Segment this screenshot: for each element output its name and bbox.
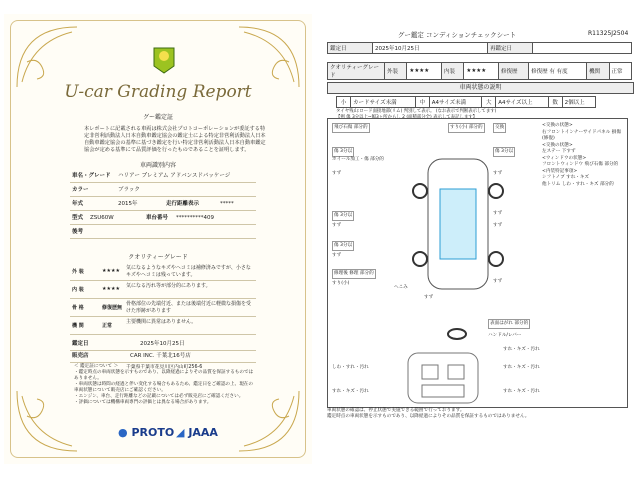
damage-label: すれ・キズ・汚れ [503, 347, 540, 352]
row-value: **********409 [176, 215, 214, 221]
damage-label: すれ・キズ・汚れ [503, 389, 540, 394]
grade-label: 内 装 [72, 287, 84, 293]
row-label: 型式 [72, 215, 84, 221]
remark-line: 右フロントインナーサイドパネル 損傷 [542, 129, 621, 135]
damage-label: 傷 3分以 [332, 211, 354, 221]
reinspect-date [533, 43, 632, 54]
note-item: ・鑑定時点の車両状態を示すものであり、以降経過によりその品質を保証するものではありません。 [74, 370, 254, 381]
inspection-date-label: 鑑定日 [328, 43, 373, 54]
inspection-date: 2025年10月25日 [373, 43, 488, 54]
vehicle-heading: 車両識別内容 [139, 162, 176, 169]
inspection-date-table [327, 42, 632, 54]
sheet-footer [327, 408, 626, 420]
damage-label: 傷 3分以 [332, 241, 354, 251]
certificate-subtitle: グー鑑定証 [142, 114, 173, 121]
grade-label: 骨 格 [72, 305, 84, 311]
vehicle-row [70, 184, 256, 197]
size-cell: 中 [415, 97, 429, 108]
certificate-title: U-car Grading Report [64, 82, 252, 102]
remark-line: シフトノブ すれ・キズ [542, 175, 590, 180]
grade-desc: 気になる汚れ等が部分的にあります。 [126, 283, 211, 289]
damage-label: 飛び石傷 部分的 [332, 123, 370, 133]
grade-stars: 正常 [102, 323, 113, 329]
size-cell: A4サイズ以上 [496, 97, 548, 108]
footer-line: 鑑定時点の車両状態を示すものであり、以降経過によりその品質を保証するものではありません。 [327, 414, 530, 419]
size-legend-table [336, 96, 596, 108]
grade-stars: 修復歴無 [102, 305, 123, 311]
grade-row [70, 282, 256, 299]
reinspect-label: 再鑑定日 [488, 43, 533, 54]
quality-cell-label: 内装 [442, 63, 464, 80]
quality-cell-label: 修復歴 [499, 63, 529, 80]
row-value: CAR INC. 千葉北16号店 [130, 353, 191, 359]
size-cell: 大 [482, 97, 496, 108]
grade-label: 外 装 [72, 269, 84, 275]
car-interior-icon [388, 349, 498, 405]
vehicle-diagram [327, 118, 628, 408]
remark-line: 左ステー 下すず [542, 149, 576, 154]
grade-heading: クオリティーグレード [128, 254, 188, 261]
quality-cell-label: 外装 [385, 63, 407, 80]
size-cell: 2個以上 [562, 97, 595, 108]
grade-desc: 気になるようなキズやヘコミは補修済みですが、小さなキズやヘコミは残っています。 [126, 265, 251, 278]
damage-label: しわ・すれ・汚れ [332, 365, 369, 370]
grade-desc: 主要機関に異常はありません。 [126, 319, 197, 325]
damage-label: ハンドル/レバー [488, 333, 522, 338]
quality-cell-value: ★★★★ [407, 63, 442, 80]
damage-label: すず [493, 223, 503, 228]
row-label: 車台番号 [146, 215, 169, 221]
notes-heading: ＜ 鑑定証について ＞ [74, 364, 119, 369]
remark-line: (修復) [542, 136, 555, 141]
damage-label: すず [332, 253, 342, 258]
damage-label: すず [493, 211, 503, 216]
size-cell: 数 [548, 97, 562, 108]
damage-label: すず [424, 295, 434, 300]
certificate-notes [74, 364, 254, 406]
damage-label: 交換 [493, 123, 506, 133]
grade-stars: ★★★★ [102, 268, 120, 274]
remark-line: フロントウィンドウ 飛び石傷 部分的 [542, 162, 619, 167]
footer-line: 車両状態の確認は、停止状態で実施できる範囲で行っております。 [327, 408, 465, 413]
note-item: ・車両状態は時間の経過と伴い変化する場合もあるため、鑑定日をご確認の上、現在の車両状態について販売店にご確認ください。 [74, 382, 253, 393]
damage-label: すず [493, 171, 503, 176]
row-label: 販売店 [72, 353, 89, 359]
remark-line: <ウィンドウの状態> [542, 155, 587, 161]
damage-label: 表面はがれ 部分的 [488, 319, 530, 329]
row-value: 2015年 [118, 201, 138, 207]
jaaa-logo: ◢ JAAA [176, 426, 218, 439]
damage-label: すれ・キズ・汚れ [503, 365, 540, 370]
damage-label: 傷 3分以 [493, 147, 515, 157]
vehicle-row [70, 226, 256, 239]
damage-label: すず [332, 171, 342, 176]
quality-cell-value: 正常 [609, 63, 631, 80]
damage-label: ホイール加工・傷 部分的 [332, 157, 384, 162]
jaaa-logo-text: JAAA [188, 426, 218, 439]
vehicle-row [70, 198, 256, 211]
quality-label: クオリティーグレード [328, 63, 385, 80]
remark-line: <内装特記事項> [542, 168, 578, 174]
goo-badge-icon [151, 46, 177, 74]
ornament-bottom-left [12, 386, 82, 456]
row-label: カラー [72, 187, 89, 193]
damage-label: すり(小) 部分的 [448, 123, 485, 133]
damage-label: 傷 3分以 [332, 147, 354, 157]
size-cell: カードサイズ未満 [351, 97, 416, 108]
remark-line: 他トリム しわ・すれ・キズ 部分的 [542, 181, 614, 187]
grading-certificate [4, 14, 312, 464]
note-item: ・評価については機構車両専門の評価とは異なる場合があります。 [74, 400, 212, 405]
legend-line-2: 【例 傷 3分以上~幅3ヶ所からし 2 (面積部分全) 表示して表記します】 [336, 115, 478, 120]
legend-line-1: タイヤ残山:ロード面接地部(リム) 判別して表示。 (なお表示で判断表示してます) [336, 109, 497, 114]
size-cell: A4サイズ未満 [429, 97, 481, 108]
damage-label: すず [493, 279, 503, 284]
quality-table [327, 62, 632, 80]
grade-stars: ★★★★ [102, 286, 120, 292]
document-id: R11325J2504 [588, 30, 629, 37]
proto-logo-text: PROTO [131, 426, 175, 439]
row-value: 千葉県千葉市花見川区内山町256-6 [126, 365, 203, 370]
grade-row [70, 264, 256, 281]
damage-label: すず [332, 223, 342, 228]
remarks-panel [542, 123, 622, 223]
row-value: ***** [220, 201, 234, 207]
damage-label: へこみ [394, 285, 408, 290]
damage-label: 修理後 修理 部分的 [332, 269, 376, 279]
quality-cell-value: ★★★★ [464, 63, 499, 80]
vehicle-row [70, 170, 256, 183]
row-value: 2025年10月25日 [140, 341, 185, 347]
grade-label: 機 関 [72, 323, 84, 329]
note-item: ・エンジン、車台、走行距離などの記載については必ず販売店にご確認ください。 [74, 394, 244, 399]
state-heading: 車両状態の説明 [327, 82, 634, 94]
grade-row [70, 300, 256, 317]
row-label: 走行距離表示 [166, 201, 200, 207]
damage-label: すり(小) [332, 281, 350, 286]
grade-desc: 骨格部位の先端付近、または後端付近に軽微な損傷を受けた形跡があります [126, 301, 252, 314]
grade-row [70, 318, 256, 335]
remark-line: <交換の状態> [542, 142, 573, 148]
row-label: 後考 [72, 229, 84, 235]
damage-label: すれ・キズ・汚れ [332, 389, 369, 394]
size-cell: 小 [337, 97, 351, 108]
row-label: 年式 [72, 201, 84, 207]
row-value: ハリアー プレミアム アドバンスドパッケージ [118, 173, 231, 179]
vehicle-row [70, 212, 256, 225]
row-label: 鑑定日 [72, 341, 89, 347]
quality-cell-label: 機関 [587, 63, 609, 80]
row-value: ブラック [118, 187, 140, 193]
steering-wheel-icon [446, 327, 468, 341]
quality-cell-value: 修復歴 有 有度 [529, 63, 587, 80]
row-value: ZSU60W [90, 215, 114, 221]
row-label: 車名・グレード [72, 173, 111, 179]
certificate-intro: 本レポートに記載される車両は株式会社プロトコーポレーションが委託する特定非営利活動法人日本自動車鑑定協会の鑑定士による特定非営利活動法人日本自動車鑑定協会の基準に基づき鑑定を行い特定非営利活動法人日本自動車鑑定協会が定める基準にて品質評価を行ったものであることを証明します。 [84, 126, 266, 153]
sheet-title: グー鑑定 コンディションチェックシート [397, 31, 517, 39]
remark-line: <交換の状態> [542, 123, 573, 128]
proto-logo: ● PROTO [118, 426, 175, 439]
